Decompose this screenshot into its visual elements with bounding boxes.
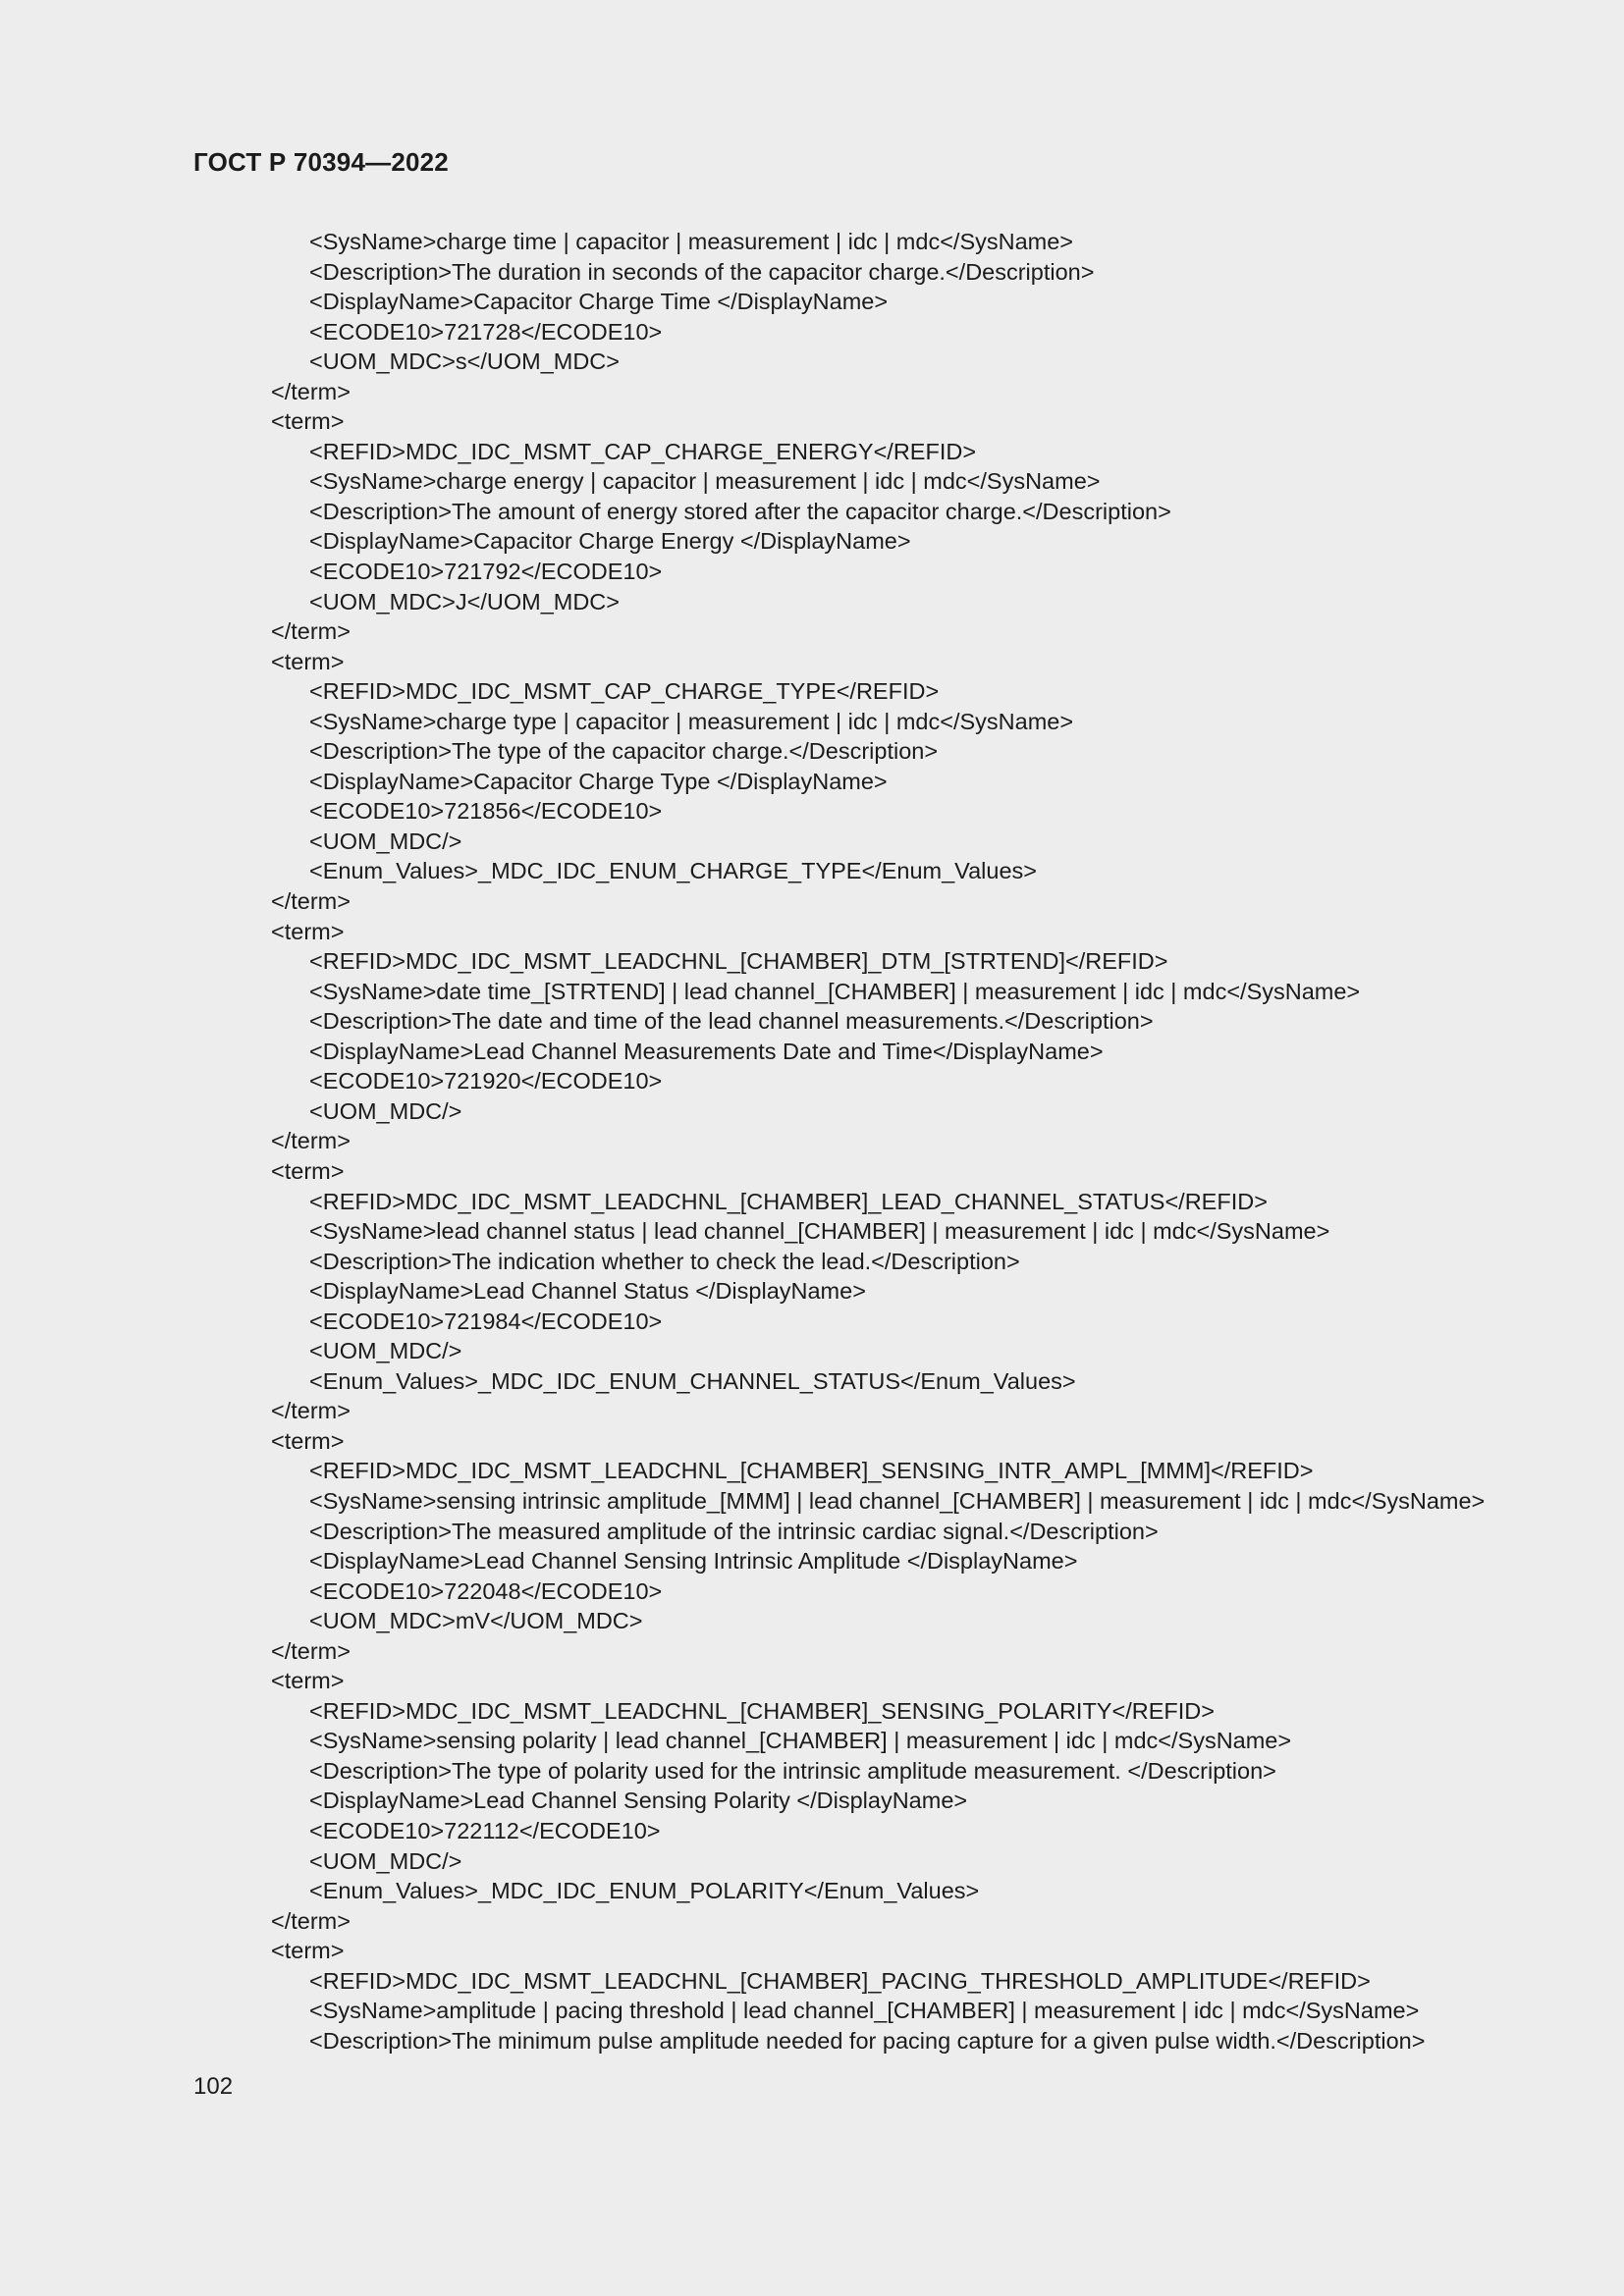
xml-line: <term> [271, 1938, 345, 1964]
xml-line: <Description>The duration in seconds of the capacitor charge.</Description> [309, 258, 1095, 285]
xml-line: <SysName>charge type | capacitor | measurement | idc | mdc</SysName> [309, 708, 1074, 734]
xml-line: <REFID>MDC_IDC_MSMT_LEADCHNL_[CHAMBER]_PACING_THRESHOLD_AMPLITUDE</REFID> [309, 1967, 1371, 1994]
xml-line: </term> [271, 378, 351, 404]
xml-line: <Description>The date and time of the lead channel measurements.</Description> [309, 1008, 1154, 1035]
xml-line: <SysName>charge energy | capacitor | measurement | idc | mdc</SysName> [309, 468, 1101, 495]
xml-line: <Enum_Values>_MDC_IDC_ENUM_POLARITY</Enum_Values> [309, 1878, 980, 1904]
xml-line: </term> [271, 1398, 351, 1424]
xml-line: <term> [271, 1157, 345, 1184]
xml-line: </term> [271, 1907, 351, 1934]
xml-line: <UOM_MDC/> [309, 828, 462, 854]
xml-line: </term> [271, 1637, 351, 1664]
xml-line: <REFID>MDC_IDC_MSMT_LEADCHNL_[CHAMBER]_SENSING_POLARITY</REFID> [309, 1697, 1215, 1724]
xml-line: <ECODE10>721920</ECODE10> [309, 1068, 663, 1095]
xml-line: <term> [271, 648, 345, 674]
xml-line: <REFID>MDC_IDC_MSMT_LEADCHNL_[CHAMBER]_DTM_[STRTEND]</REFID> [309, 948, 1168, 975]
xml-line: <UOM_MDC/> [309, 1847, 462, 1874]
xml-line: <ECODE10>721856</ECODE10> [309, 798, 663, 825]
xml-line: <Description>The type of the capacitor charge.</Description> [309, 738, 939, 765]
xml-line: <term> [271, 1668, 345, 1694]
xml-line: <DisplayName>Lead Channel Status </DisplayName> [309, 1278, 866, 1305]
xml-line: <REFID>MDC_IDC_MSMT_LEADCHNL_[CHAMBER]_LEAD_CHANNEL_STATUS</REFID> [309, 1188, 1268, 1214]
page-header-title: ГОСТ Р 70394—2022 [193, 147, 449, 177]
xml-line: <ECODE10>722112</ECODE10> [309, 1817, 661, 1843]
xml-line: <term> [271, 408, 345, 435]
xml-line: <term> [271, 918, 345, 944]
xml-line: <SysName>amplitude | pacing threshold | lead channel_[CHAMBER] | measurement | idc | mdc</SysName> [309, 1998, 1420, 2024]
xml-line: <DisplayName>Lead Channel Sensing Polarity </DisplayName> [309, 1788, 968, 1814]
xml-line: <Enum_Values>_MDC_IDC_ENUM_CHARGE_TYPE</Enum_Values> [309, 858, 1038, 884]
xml-line: <REFID>MDC_IDC_MSMT_LEADCHNL_[CHAMBER]_SENSING_INTR_AMPL_[MMM]</REFID> [309, 1458, 1314, 1484]
xml-line: <UOM_MDC/> [309, 1097, 462, 1124]
xml-line: <Enum_Values>_MDC_IDC_ENUM_CHANNEL_STATUS</Enum_Values> [309, 1367, 1076, 1394]
xml-code-listing [271, 227, 1567, 2056]
xml-line: <UOM_MDC/> [309, 1338, 462, 1364]
xml-line: <DisplayName>Lead Channel Sensing Intrinsic Amplitude </DisplayName> [309, 1548, 1078, 1575]
xml-line: <SysName>sensing polarity | lead channel_[CHAMBER] | measurement | idc | mdc</SysName> [309, 1728, 1292, 1754]
xml-line: <SysName>lead channel status | lead channel_[CHAMBER] | measurement | idc | mdc</SysName> [309, 1218, 1330, 1245]
xml-line: <ECODE10>722048</ECODE10> [309, 1577, 663, 1604]
xml-line: <ECODE10>721984</ECODE10> [309, 1308, 663, 1334]
xml-line: </term> [271, 618, 351, 645]
xml-line: </term> [271, 1128, 351, 1154]
xml-line: <DisplayName>Lead Channel Measurements Date and Time</DisplayName> [309, 1038, 1104, 1064]
xml-line: <Description>The type of polarity used for the intrinsic amplitude measurement. </Description> [309, 1757, 1276, 1784]
xml-line: <ECODE10>721728</ECODE10> [309, 318, 663, 345]
xml-line: <ECODE10>721792</ECODE10> [309, 559, 663, 585]
xml-line: <DisplayName>Capacitor Charge Type </DisplayName> [309, 768, 888, 794]
xml-line: <DisplayName>Capacitor Charge Energy </DisplayName> [309, 528, 911, 555]
xml-line: </term> [271, 888, 351, 915]
xml-line: <SysName>charge time | capacitor | measurement | idc | mdc</SysName> [309, 229, 1074, 254]
xml-line: <Description>The measured amplitude of the intrinsic cardiac signal.</Description> [309, 1518, 1159, 1544]
xml-line: <Description>The amount of energy stored after the capacitor charge.</Description> [309, 498, 1171, 524]
xml-line: <REFID>MDC_IDC_MSMT_CAP_CHARGE_TYPE</REFID> [309, 678, 940, 705]
page-number: 102 [193, 2073, 234, 2100]
xml-line: <Description>The minimum pulse amplitude needed for pacing capture for a given pulse width.</Description> [309, 2027, 1426, 2054]
xml-line: <SysName>sensing intrinsic amplitude_[MMM] | lead channel_[CHAMBER] | measurement | idc | mdc</SysName> [309, 1487, 1486, 1514]
xml-line: <DisplayName>Capacitor Charge Time </DisplayName> [309, 289, 889, 315]
xml-line: <UOM_MDC>s</UOM_MDC> [309, 348, 620, 375]
xml-line: <term> [271, 1427, 345, 1454]
xml-line: <SysName>date time_[STRTEND] | lead channel_[CHAMBER] | measurement | idc | mdc</SysName> [309, 978, 1361, 1004]
xml-line: <UOM_MDC>J</UOM_MDC> [309, 588, 620, 614]
xml-line: <REFID>MDC_IDC_MSMT_CAP_CHARGE_ENERGY</REFID> [309, 438, 977, 464]
xml-line: <UOM_MDC>mV</UOM_MDC> [309, 1608, 643, 1634]
xml-line: <Description>The indication whether to check the lead.</Description> [309, 1248, 1020, 1274]
